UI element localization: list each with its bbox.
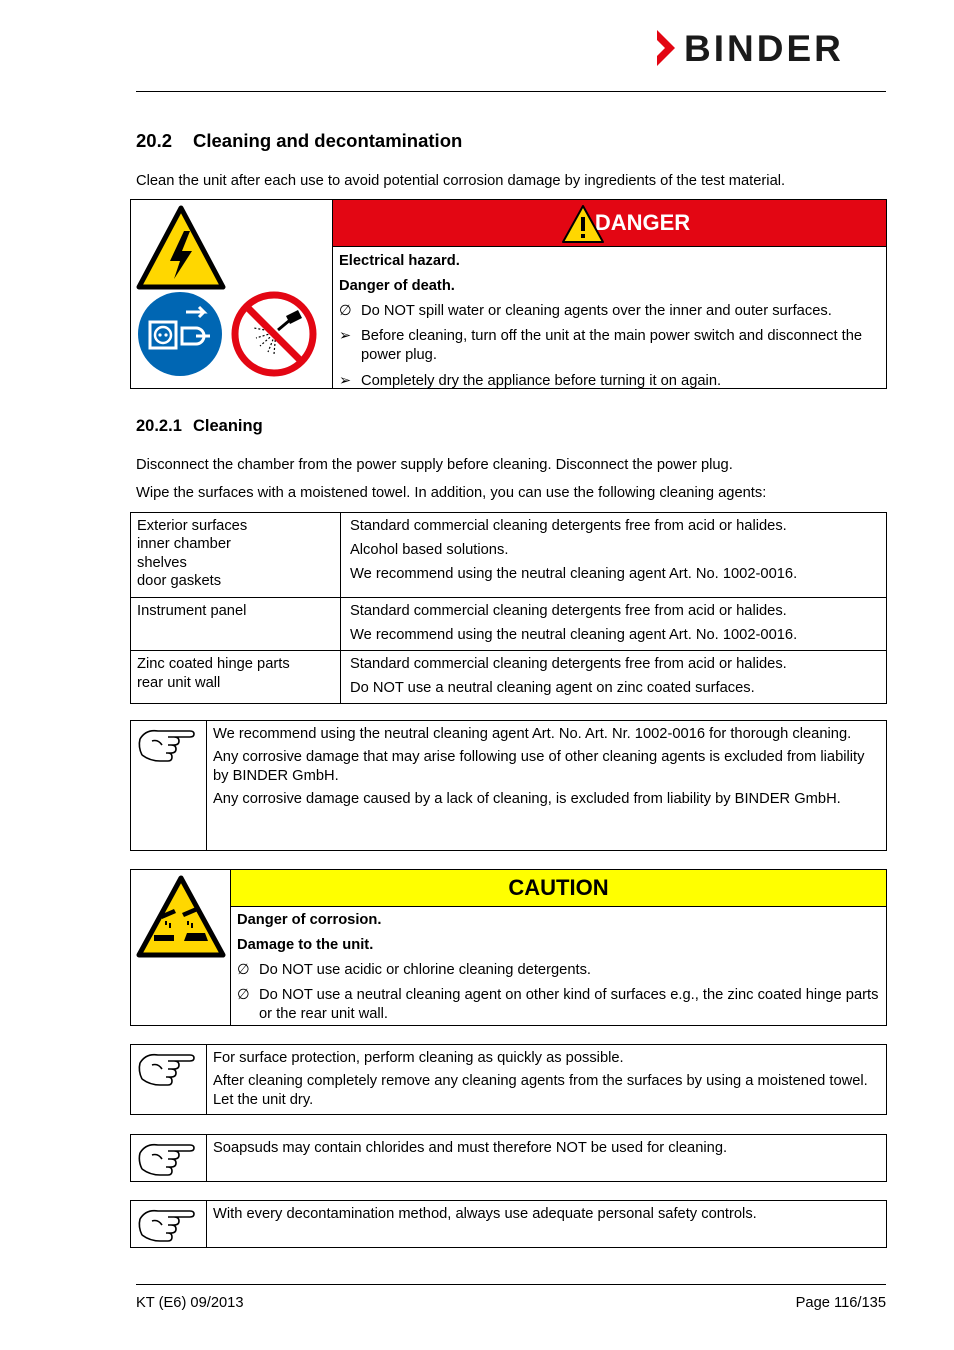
caution-line-2: Damage to the unit.: [237, 937, 374, 954]
caution-icons: [131, 870, 231, 1025]
binder-logo: [654, 28, 886, 69]
danger-line-1: Electrical hazard.: [339, 253, 460, 269]
danger-box: [130, 199, 887, 389]
note-content: For surface protection, perform cleaning as quickly as possible. After cleaning completely remove any cleaning agents from the surfaces by using a moistened towel. Let the unit dry.: [213, 1050, 868, 1109]
section-title: Cleaning and decontamination: [193, 130, 463, 151]
table-row: [131, 598, 887, 651]
agents-cell: Standard commercial cleaning detergents free from acid or halides. We recommend using the neutral cleaning agent Art. No. 1002-0016.: [341, 598, 887, 651]
cleaning-agents-table: [130, 512, 887, 704]
caution-label: CAUTION: [508, 874, 609, 900]
footer-page-number: Page 116/135: [795, 1295, 886, 1311]
intro-text: Clean the unit after each use to avoid potential corrosion damage by ingredients of the test material.: [136, 173, 786, 189]
corrosion-hazard-icon: [136, 875, 226, 959]
danger-item: ∅ Do NOT spill water or cleaning agents over the inner and outer surfaces.: [339, 303, 832, 320]
danger-line-2: Danger of death.: [339, 278, 455, 295]
paragraph-1: Disconnect the chamber from the power supply before cleaning. Disconnect the power plug.: [136, 457, 733, 473]
pointing-hand-icon: [137, 1049, 195, 1089]
caution-box: [130, 869, 887, 1026]
caution-item: ∅ Do NOT use acidic or chlorine cleaning detergents.: [237, 962, 592, 979]
caution-message: [231, 907, 886, 1025]
subsection-title: Cleaning: [193, 417, 263, 435]
note-content: Soapsuds may contain chlorides and must therefore NOT be used for cleaning.: [213, 1140, 728, 1156]
surfaces-cell: Instrument panel: [131, 598, 341, 651]
paragraph-2: Wipe the surfaces with a moistened towel. In addition, you can use the following cleaning agents:: [136, 485, 767, 501]
note-content: We recommend using the neutral cleaning agent Art. No. Art. Nr. 1002-0016 for thorough cleaning. Any corrosive damage that may arise following use of other cleaning agents is excluded from liability by BINDER GmbH. Any corrosive damage caused by a lack of cleaning, is excluded from liability by BINDER GmbH.: [213, 726, 865, 808]
table-row: [131, 651, 887, 704]
danger-item: ➢ Completely dry the appliance before turning it on again.: [339, 372, 722, 389]
note-box: [130, 1134, 887, 1182]
danger-item: ➢ Before cleaning, turn off the unit at the main power switch and disconnect the power plug.: [339, 328, 863, 364]
danger-icons: [131, 200, 333, 388]
electrical-hazard-icon: [136, 205, 226, 291]
surfaces-cell: Exterior surfaces inner chamber shelves door gaskets: [131, 513, 341, 598]
header-rule: [136, 91, 886, 92]
section-heading: [136, 129, 462, 153]
disconnect-plug-icon: [136, 290, 224, 378]
pointing-hand-icon: [137, 1205, 195, 1245]
caution-content: [231, 870, 886, 1025]
caution-line-1: Danger of corrosion.: [237, 912, 382, 928]
brand-name: BINDER: [684, 28, 844, 69]
surfaces-cell: Zinc coated hinge parts rear unit wall: [131, 651, 341, 704]
note-box: [130, 1044, 887, 1115]
note-box: [130, 1200, 887, 1248]
danger-banner: [333, 200, 886, 247]
section-number: 20.2: [136, 130, 173, 151]
binder-arrow-icon: [654, 30, 680, 66]
footer-rule: [136, 1284, 886, 1285]
subsection-number: 20.2.1: [136, 417, 182, 435]
danger-label: DANGER: [594, 209, 691, 235]
no-water-spray-icon: [230, 290, 318, 378]
pointing-hand-icon: [137, 725, 195, 765]
subsection-heading: [136, 416, 263, 437]
agents-cell: Standard commercial cleaning detergents free from acid or halides. Alcohol based solutions. We recommend using the neutral cleaning agent Art. No. 1002-0016.: [341, 513, 887, 598]
pointing-hand-icon: [137, 1139, 195, 1179]
danger-message: [333, 247, 886, 391]
note-box: [130, 720, 887, 851]
table-row: [131, 513, 887, 598]
agents-cell: Standard commercial cleaning detergents free from acid or halides. Do NOT use a neutral cleaning agent on zinc coated surfaces.: [341, 651, 887, 704]
caution-item: ∅ Do NOT use a neutral cleaning agent on other kind of surfaces e.g., the zinc coated hinge parts or the rear unit wall.: [237, 987, 879, 1023]
footer-doc-id: KT (E6) 09/2013: [136, 1295, 244, 1311]
warning-triangle-icon: [561, 204, 605, 244]
danger-content: [333, 200, 886, 388]
caution-banner: [231, 870, 886, 907]
note-content: With every decontamination method, always use adequate personal safety controls.: [213, 1206, 757, 1222]
